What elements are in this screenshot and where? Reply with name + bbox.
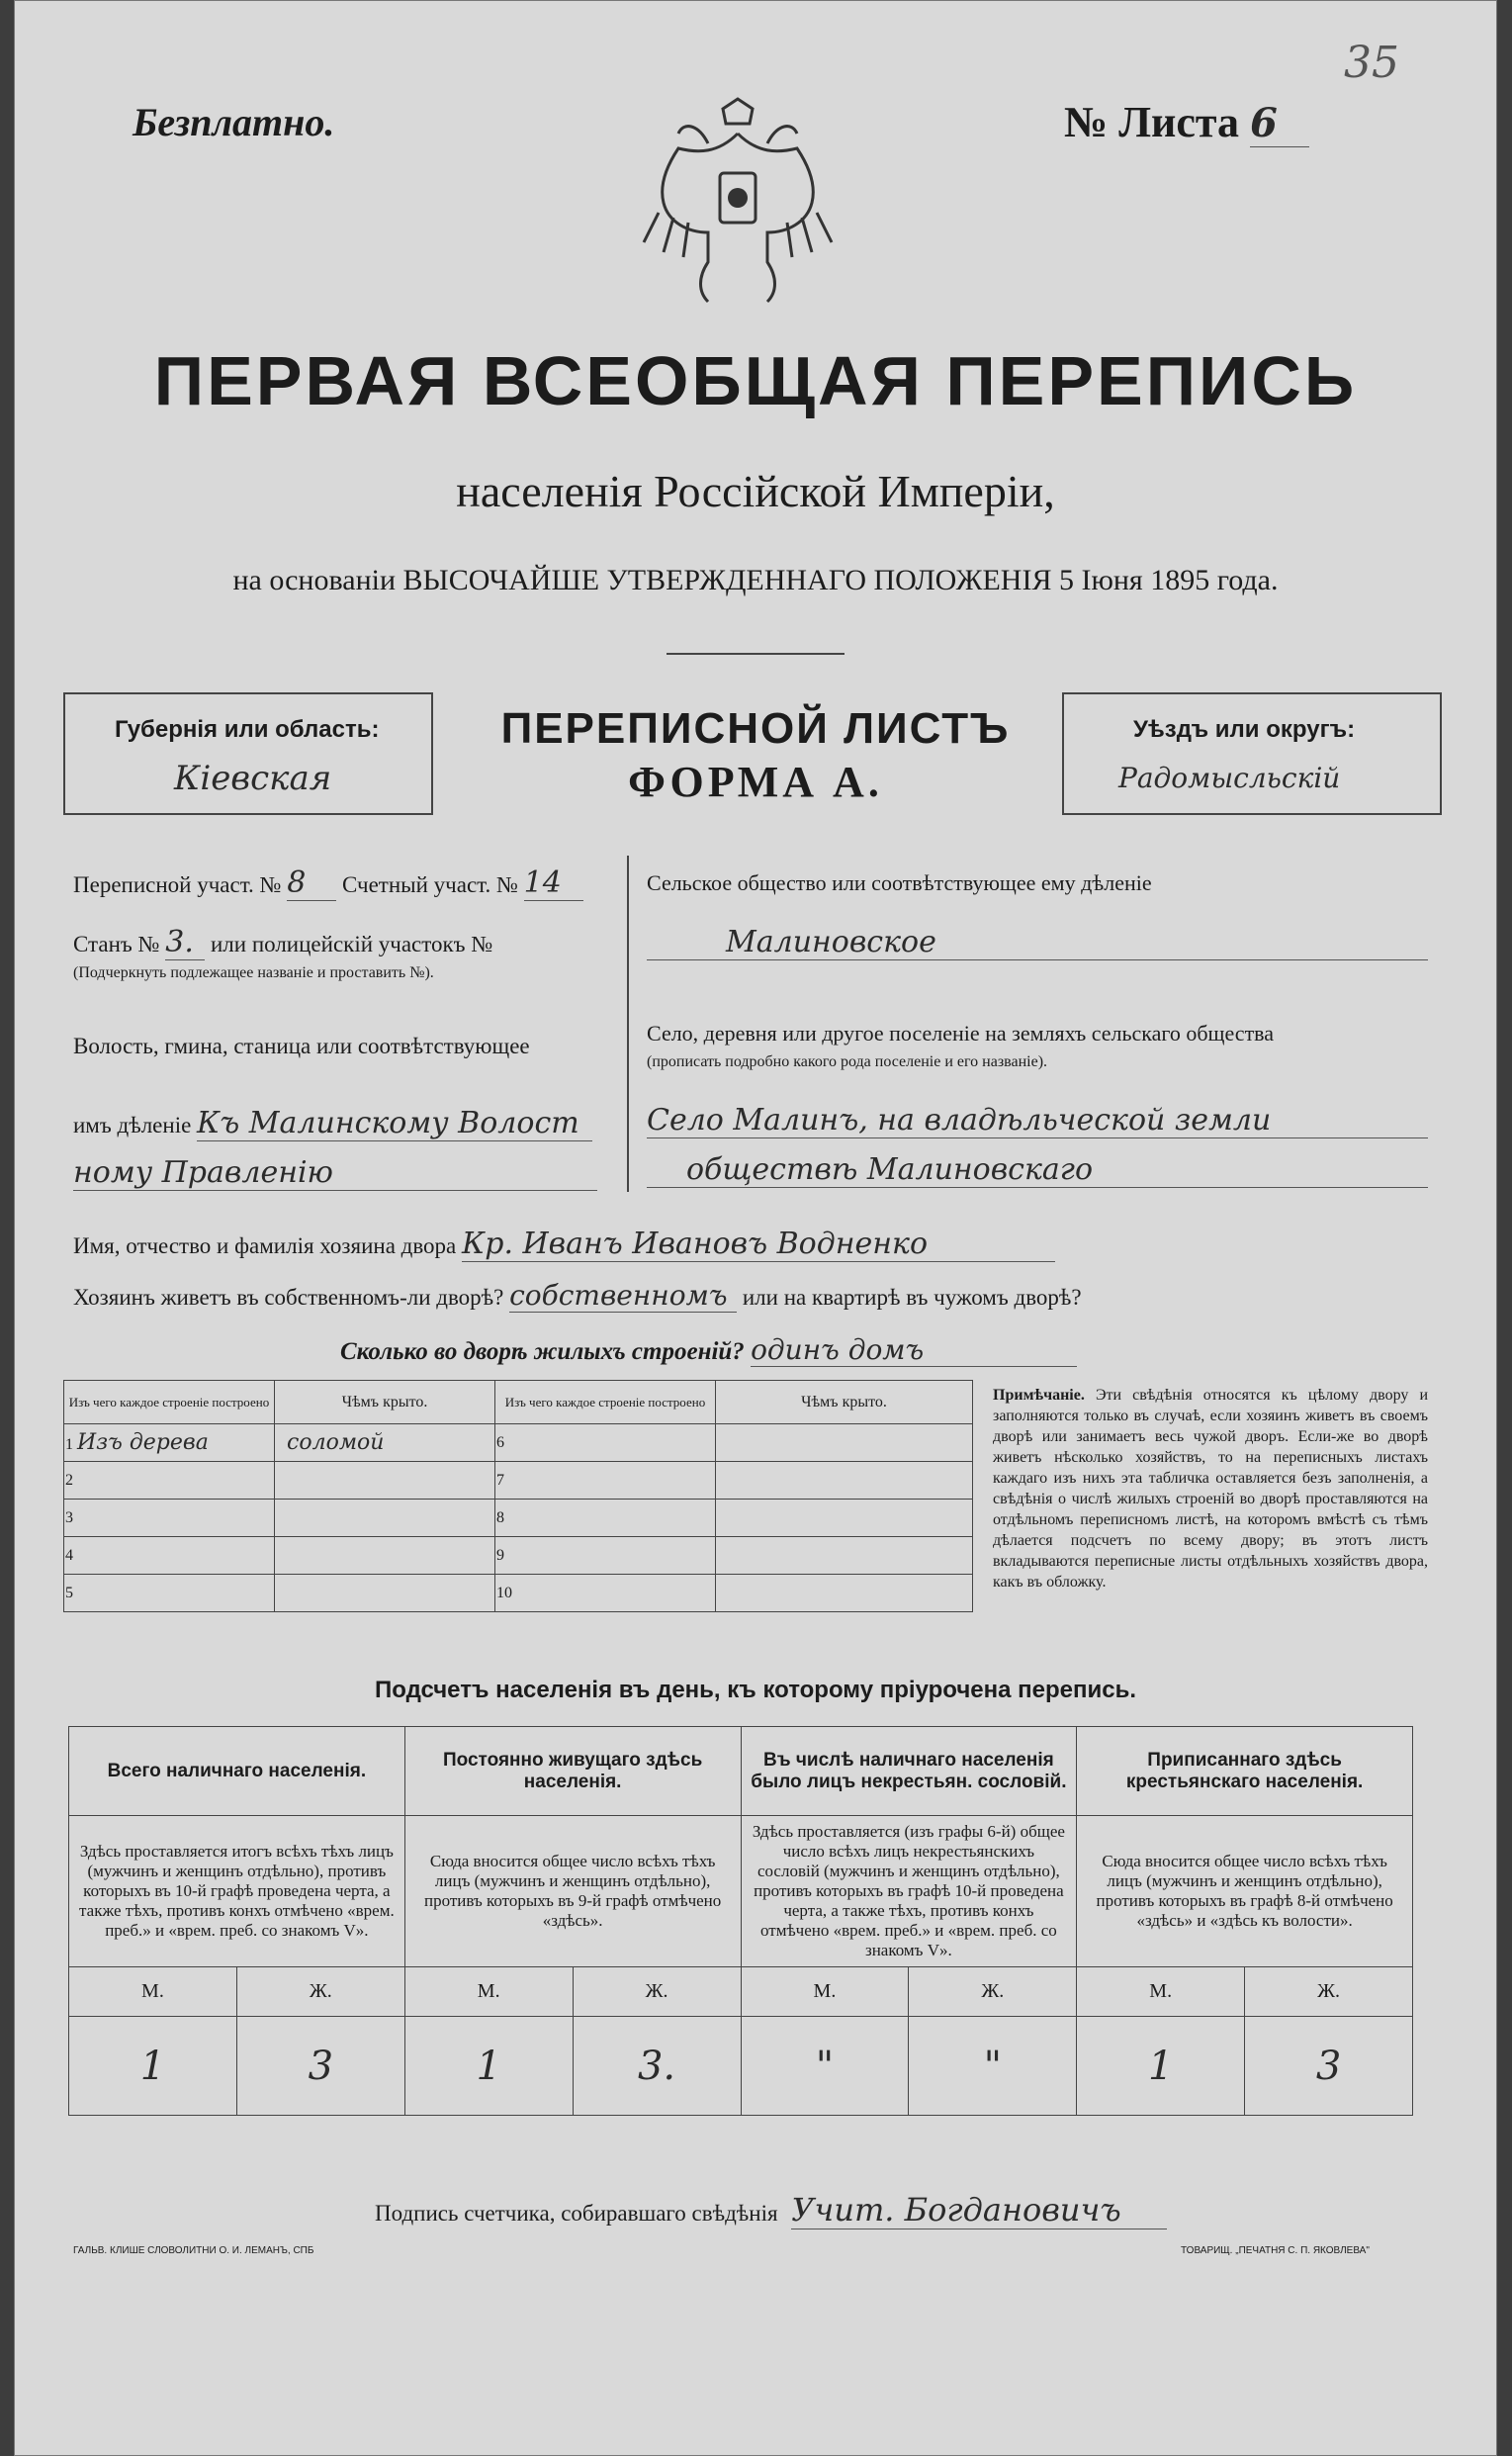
archive-page-number: 35 [1344,38,1399,88]
owner-value: Кр. Иванъ Ивановъ Водненко [462,1227,1055,1262]
count-heading: Подсчетъ населенія въ день, къ которому пріурочена перепись. [375,1677,1136,1703]
female-label: Ж. [909,1967,1077,2017]
subtitle: населенія Россійской Имперіи, [456,466,1055,516]
counting-district-value: 14 [524,865,583,901]
census-district-label: Переписной участ. № [73,872,282,897]
roof-cell [716,1462,973,1500]
row-number: 3 [64,1500,275,1537]
roof-cell [275,1500,495,1537]
count-value: 1 [404,2017,573,2116]
male-label: М. [1077,1967,1245,2017]
population-count-table [68,1726,1413,2116]
footer-left: ГАЛЬВ. КЛИШЕ СЛОВОЛИТНИ О. И. ЛЕМАНЪ, СПБ [73,2245,314,2256]
row-number: 1 [65,1436,73,1453]
signature-value: Учит. Богдановичъ [791,2191,1167,2229]
count-value: 3. [573,2017,741,2116]
signature-line [375,2191,1167,2229]
legal-basis: на основаніи ВЫСОЧАЙШЕ УТВЕРЖДЕННАГО ПОЛОЖЕНІЯ 5 Іюня 1895 года. [232,564,1279,596]
male-label: М. [741,1967,909,2017]
district-label: Уѣздъ или округъ: [1133,716,1356,743]
volost-label-2: имъ дѣленіе [73,1113,192,1137]
table-row [64,1575,973,1612]
province-box [63,692,433,815]
village-note: (прописать подробно какого рода поселеніе и его названіе). [647,1053,1048,1070]
table-row [64,1537,973,1575]
count-col-desc: Сюда вносится общее число всѣхъ тѣхъ лицъ (мужчинъ и женщинъ отдѣльно), противъ которыхъ въ 9-й графѣ отмѣчено «здѣсь». [404,1816,741,1967]
owner-line [73,1227,1055,1262]
col-material-left: Изъ чего каждое строеніе построено [64,1381,275,1424]
buildings-note [993,1385,1428,1592]
district-box [1062,692,1442,815]
count-col-head: Всего наличнаго населенія. [69,1727,405,1816]
row-number: 5 [64,1575,275,1612]
table-row [64,1424,973,1462]
volost-value-2: ному Правленію [73,1155,597,1191]
footer-right: ТОВАРИЩ. „ПЕЧАТНЯ С. П. ЯКОВЛЕВА" [1181,2245,1370,2256]
row-number: 7 [495,1462,716,1500]
province-value: Кіевская [174,759,332,798]
community-value [647,925,1428,960]
count-col-desc: Здѣсь проставляется (изъ графы 6-й) общее число всѣхъ лицъ некрестьянскихъ сословій (мужчинъ и женщинъ отдѣльно), противъ которыхъ въ графѣ 10-й проведена черта, а также тѣхъ, противъ конхъ отмѣчено «врем. преб.» и «врем. преб. со знакомъ V». [741,1816,1077,1967]
village-value-2 [647,1152,1428,1188]
buildings-table [63,1380,973,1612]
residence-value: собственномъ [509,1279,737,1313]
bleed-through-text [302,236,324,241]
row-number: 4 [64,1537,275,1575]
roof-cell [716,1424,973,1462]
police-label: или полицейскій участокъ № [210,932,493,956]
roof-cell [275,1462,495,1500]
buildings-answer: одинъ домъ [751,1333,1077,1367]
village-value-1: Село Малинъ, на владѣльческой земли [647,1103,1428,1138]
double-headed-eagle-emblem [639,94,837,317]
roof-value: соломой [275,1424,495,1462]
volost-line [73,1106,592,1141]
table-row [64,1462,973,1500]
owner-label: Имя, отчество и фамилія хозяина двора [73,1233,457,1258]
row-number: 2 [64,1462,275,1500]
roof-cell [275,1537,495,1575]
count-col-head: Въ числѣ наличнаго населенія было лицъ некрестьян. сословій. [741,1727,1077,1816]
district-value: Радомысльскій [1118,762,1341,794]
stan-label: Станъ № [73,932,160,956]
count-value: " [741,2017,909,2116]
free-label: Безплатно. [133,100,335,144]
count-value: 1 [1077,2017,1245,2116]
female-label: Ж. [236,1967,404,2017]
count-value: " [909,2017,1077,2116]
buildings-question: Сколько во дворѣ жилыхъ строеній? [340,1338,745,1365]
count-col-desc: Здѣсь проставляется итогъ всѣхъ тѣхъ лицъ (мужчинъ и женщинъ отдѣльно), противъ которыхъ въ 10-й графѣ проведена черта, а также тѣхъ, противъ конхъ отмѣчено «врем. преб.» и «врем. преб. со знакомъ V». [69,1816,405,1967]
roof-cell [716,1575,973,1612]
count-col-desc: Сюда вносится общее число всѣхъ тѣхъ лицъ (мужчинъ и женщинъ отдѣльно), противъ которыхъ въ графѣ 8-й отмѣчено «здѣсь» и «здѣсь къ волости». [1077,1816,1413,1967]
row-number: 6 [495,1424,716,1462]
community-value-text: Малиновское [726,925,936,959]
row-number: 10 [495,1575,716,1612]
stan-line [73,925,492,960]
table-row [64,1500,973,1537]
count-col-head: Приписаннаго здѣсь крестьянскаго населенія. [1077,1727,1413,1816]
sheet-number-label: № Листа [1064,98,1240,146]
residence-label-b: или на квартирѣ въ чужомъ дворѣ? [742,1285,1082,1310]
roof-cell [716,1500,973,1537]
row-number: 9 [495,1537,716,1575]
ornament-divider [667,653,845,655]
residence-line [73,1279,1082,1313]
signature-label: Подпись счетчика, собиравшаго свѣдѣнія [375,2201,778,2226]
note-text: Эти свѣдѣнія относятся къ цѣлому двору и заполняются только въ случаѣ, если хозяинъ живетъ въ своемъ дворѣ или занимаетъ весь чужой дворъ. Если-же во дворѣ живетъ нѣсколько хозяйствъ, то на переписныхъ листахъ каждаго изъ нихъ эта табличка оставляется безъ заполненія, а свѣдѣнія о числѣ жилыхъ строеній во дворѣ проставляются на отдѣльномъ переписномъ листѣ, на которомъ вмѣстѣ съ тѣмъ дѣлается подсчетъ по всему двору; въ этотъ листъ вкладываются переписные листы отдѣльныхъ хозяйствъ двора, какъ въ обложку. [993,1387,1429,1591]
roof-cell [716,1537,973,1575]
male-label: М. [69,1967,237,2017]
volost-label-1: Волость, гмина, станица или соотвѣтствующее [73,1034,530,1058]
counting-district-label: Счетный участ. № [341,872,518,897]
female-label: Ж. [1245,1967,1413,2017]
volost-value-1: Къ Малинскому Волост [197,1106,592,1141]
village-label: Село, деревня или другое поселеніе на земляхъ сельскаго общества [647,1021,1275,1046]
buildings-question-line [340,1333,1077,1367]
female-label: Ж. [573,1967,741,2017]
col-material-right: Изъ чего каждое строеніе построено [495,1381,716,1424]
stan-note: (Подчеркнуть подлежащее названіе и проставить №). [73,964,434,981]
census-district-value: 8 [287,865,336,901]
count-value: 3 [1245,2017,1413,2116]
col-roof-left: Чѣмъ крыто. [275,1381,495,1424]
main-title: ПЕРВАЯ ВСЕОБЩАЯ ПЕРЕПИСЬ [153,342,1358,419]
community-label: Сельское общество или соотвѣтствующее ему дѣленіе [647,870,1152,895]
census-sheet [14,0,1497,2456]
count-value: 3 [236,2017,404,2116]
fields-divider [627,856,629,1192]
col-roof-right: Чѣмъ крыто. [716,1381,973,1424]
roof-cell [275,1575,495,1612]
form-name: ФОРМА А. [628,758,883,806]
stan-value: 3. [165,925,205,960]
male-label: М. [404,1967,573,2017]
residence-label-a: Хозяинъ живетъ въ собственномъ-ли дворѣ? [73,1285,504,1310]
sheet-title: ПЕРЕПИСНОЙ ЛИСТЪ [500,704,1011,753]
note-head: Примѣчаніе. [993,1387,1085,1404]
count-col-head: Постоянно живущаго здѣсь населенія. [404,1727,741,1816]
sheet-number [1064,97,1309,147]
sheet-number-value: 6 [1250,100,1309,147]
row-number: 8 [495,1500,716,1537]
census-district-line [73,865,583,901]
province-label: Губернія или область: [115,716,380,743]
count-value: 1 [69,2017,237,2116]
material-value: Изъ дерева [77,1430,209,1455]
village-value-2-text: обществѣ Малиновскаго [686,1152,1094,1187]
